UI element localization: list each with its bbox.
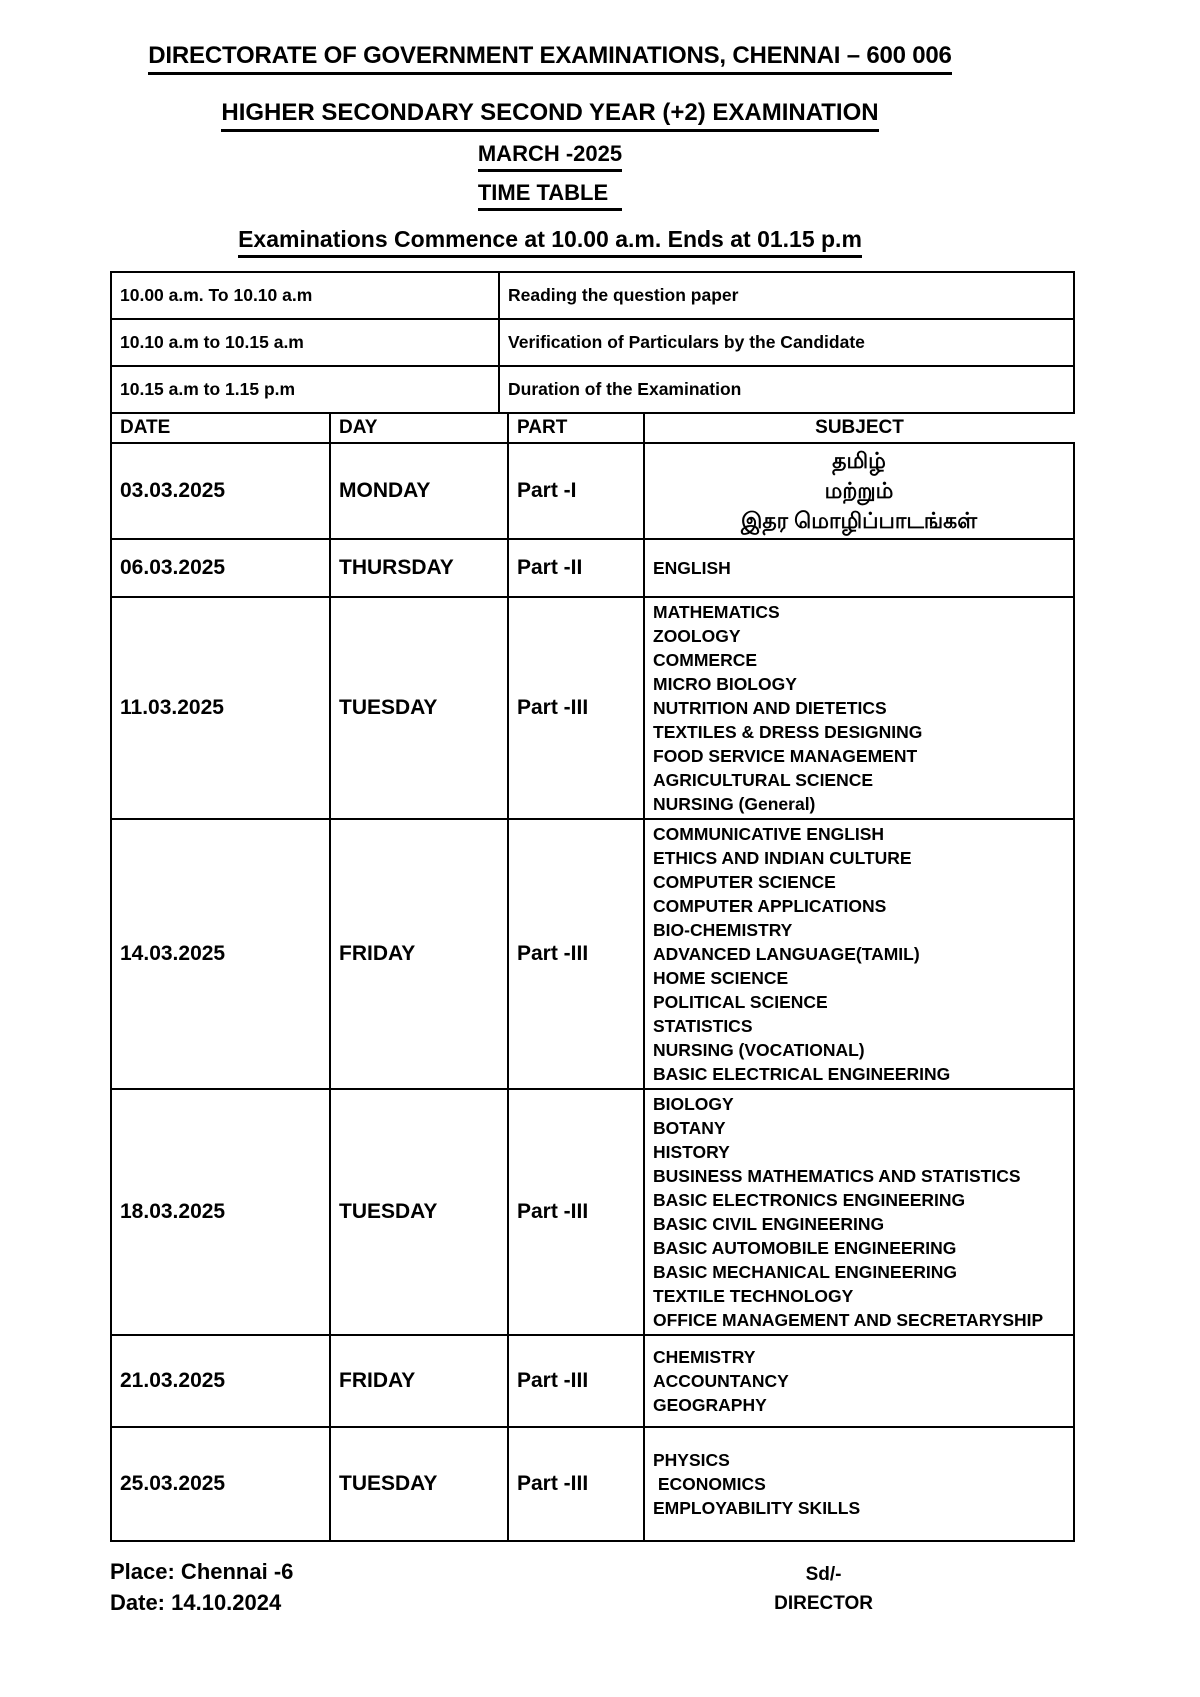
subject-item: மற்றும்: [824, 478, 894, 503]
subject-item: BUSINESS MATHEMATICS AND STATISTICS: [653, 1166, 1021, 1186]
subject-item: BIO-CHEMISTRY: [653, 920, 793, 940]
exam-part: Part -II: [508, 539, 644, 597]
subject-item: HISTORY: [653, 1142, 730, 1162]
exam-timing-subtitle: [110, 226, 990, 258]
subject-item: AGRICULTURAL SCIENCE: [653, 770, 874, 790]
subject-item: BASIC AUTOMOBILE ENGINEERING: [653, 1238, 957, 1258]
subject-item: MATHEMATICS: [653, 602, 780, 622]
directorate-title-text: DIRECTORATE OF GOVERNMENT EXAMINATIONS, CHENNAI – 600 006: [148, 42, 951, 75]
subject-item: PHYSICS: [653, 1450, 730, 1470]
exam-date: 18.03.2025: [111, 1089, 330, 1335]
subject-item: TEXTILES & DRESS DESIGNING: [653, 722, 923, 742]
signature-sd: Sd/-: [805, 1564, 842, 1585]
exam-day: FRIDAY: [330, 1335, 508, 1427]
exam-subjects: [644, 443, 1074, 539]
exam-date: 03.03.2025: [111, 443, 330, 539]
signature-block: [774, 1564, 873, 1618]
exam-day-row: [111, 1335, 1074, 1427]
subject-item: தமிழ்: [832, 448, 886, 473]
exam-date: 14.03.2025: [111, 819, 330, 1089]
exam-date: 06.03.2025: [111, 539, 330, 597]
exam-schedule-table: [110, 414, 1075, 1542]
subject-item: FOOD SERVICE MANAGEMENT: [653, 746, 918, 766]
exam-name-title-text: HIGHER SECONDARY SECOND YEAR (+2) EXAMINATION: [221, 99, 878, 132]
timing-row: [111, 366, 1074, 413]
subject-item: ENGLISH: [653, 558, 731, 578]
exam-day: TUESDAY: [330, 1089, 508, 1335]
document-footer: [110, 1556, 1073, 1618]
exam-subjects: [644, 1335, 1074, 1427]
subject-item: ETHICS AND INDIAN CULTURE: [653, 848, 912, 868]
exam-timing-table: [110, 271, 1075, 414]
exam-subjects: [644, 1427, 1074, 1541]
timing-range: 10.15 a.m to 1.15 p.m: [111, 366, 499, 413]
subject-column-header: SUBJECT: [644, 414, 1074, 443]
subject-item: POLITICAL SCIENCE: [653, 992, 828, 1012]
place-date-block: [110, 1556, 293, 1618]
subject-item: EMPLOYABILITY SKILLS: [653, 1498, 861, 1518]
subject-item: இதர மொழிப்பாடங்கள்: [740, 508, 978, 533]
exam-part: Part -III: [508, 819, 644, 1089]
subject-item: BASIC MECHANICAL ENGINEERING: [653, 1262, 958, 1282]
subject-item: ECONOMICS: [653, 1474, 766, 1494]
exam-day-row: [111, 1089, 1074, 1335]
subject-item: HOME SCIENCE: [653, 968, 789, 988]
timing-range: 10.10 a.m to 10.15 a.m: [111, 319, 499, 366]
exam-day: MONDAY: [330, 443, 508, 539]
timing-activity: Duration of the Examination: [499, 366, 1074, 413]
exam-subjects: [644, 539, 1074, 597]
subject-item: CHEMISTRY: [653, 1347, 756, 1367]
exam-day: TUESDAY: [330, 1427, 508, 1541]
exam-part: Part -III: [508, 1089, 644, 1335]
signature-designation: DIRECTOR: [774, 1593, 873, 1614]
exam-part: Part -I: [508, 443, 644, 539]
timing-activity: Reading the question paper: [499, 272, 1074, 319]
subject-item: OFFICE MANAGEMENT AND SECRETARYSHIP: [653, 1310, 1044, 1330]
exam-month-title: [110, 141, 990, 172]
subject-item: COMMUNICATIVE ENGLISH: [653, 824, 885, 844]
subject-item: BIOLOGY: [653, 1094, 734, 1114]
exam-name-title: [110, 99, 990, 132]
schedule-header-row: [111, 414, 1074, 443]
place-line: Place: Chennai -6: [110, 1559, 294, 1584]
exam-subjects: [644, 597, 1074, 819]
exam-timing-subtitle-text: Examinations Commence at 10.00 a.m. Ends at 01.15 p.m: [238, 226, 862, 258]
exam-date: 11.03.2025: [111, 597, 330, 819]
exam-part: Part -III: [508, 1427, 644, 1541]
exam-day-row: [111, 1427, 1074, 1541]
exam-subjects: [644, 819, 1074, 1089]
subject-item: ZOOLOGY: [653, 626, 741, 646]
exam-part: Part -III: [508, 597, 644, 819]
exam-day-row: [111, 539, 1074, 597]
subject-item: COMPUTER SCIENCE: [653, 872, 836, 892]
date-column-header: DATE: [111, 414, 330, 443]
subject-item: GEOGRAPHY: [653, 1395, 767, 1415]
timing-activity: Verification of Particulars by the Candidate: [499, 319, 1074, 366]
subject-item: MICRO BIOLOGY: [653, 674, 797, 694]
timing-row: [111, 272, 1074, 319]
timetable-title: [110, 180, 990, 211]
subject-item: NUTRITION AND DIETETICS: [653, 698, 887, 718]
subject-item: ACCOUNTANCY: [653, 1371, 789, 1391]
exam-day-row: [111, 597, 1074, 819]
directorate-title: [110, 42, 990, 75]
exam-day: THURSDAY: [330, 539, 508, 597]
exam-date: 25.03.2025: [111, 1427, 330, 1541]
exam-date: 21.03.2025: [111, 1335, 330, 1427]
date-line: Date: 14.10.2024: [110, 1590, 282, 1615]
exam-day-row: [111, 443, 1074, 539]
document-header: [110, 42, 990, 258]
subject-item: BASIC ELECTRONICS ENGINEERING: [653, 1190, 966, 1210]
timetable-title-text: TIME TABLE: [478, 180, 622, 211]
subject-item: BASIC ELECTRICAL ENGINEERING: [653, 1064, 951, 1084]
exam-month-title-text: MARCH -2025: [478, 141, 622, 172]
subject-item: ADVANCED LANGUAGE(TAMIL): [653, 944, 920, 964]
exam-subjects: [644, 1089, 1074, 1335]
subject-item: BASIC CIVIL ENGINEERING: [653, 1214, 885, 1234]
subject-item: BOTANY: [653, 1118, 726, 1138]
timing-range: 10.00 a.m. To 10.10 a.m: [111, 272, 499, 319]
subject-item: NURSING (General): [653, 794, 816, 814]
day-column-header: DAY: [330, 414, 508, 443]
subject-item: TEXTILE TECHNOLOGY: [653, 1286, 854, 1306]
subject-item: STATISTICS: [653, 1016, 753, 1036]
part-column-header: PART: [508, 414, 644, 443]
exam-day: FRIDAY: [330, 819, 508, 1089]
exam-day: TUESDAY: [330, 597, 508, 819]
subject-item: COMMERCE: [653, 650, 758, 670]
timing-row: [111, 319, 1074, 366]
exam-day-row: [111, 819, 1074, 1089]
subject-item: COMPUTER APPLICATIONS: [653, 896, 887, 916]
subject-item: NURSING (VOCATIONAL): [653, 1040, 865, 1060]
exam-part: Part -III: [508, 1335, 644, 1427]
